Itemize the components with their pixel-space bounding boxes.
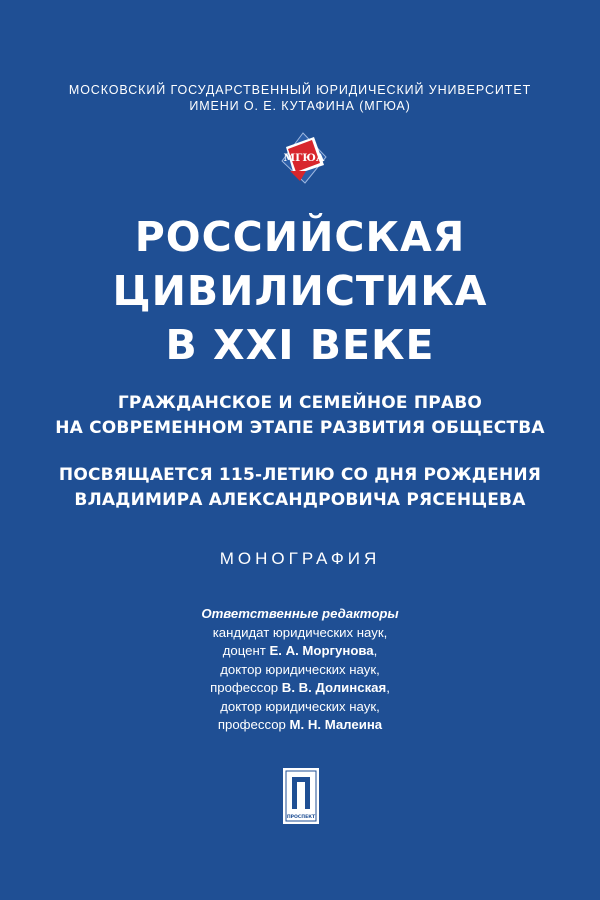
genre-label: МОНОГРАФИЯ [219, 549, 381, 568]
editor-name: В. В. Долинская [281, 680, 387, 695]
prospekt-logo-icon [280, 765, 322, 827]
logo-text: МГЮА [283, 152, 325, 164]
university-name [0, 82, 600, 114]
dedication [0, 463, 600, 513]
editor-line: доктор юридических наук, [220, 661, 380, 677]
title-line-1: РОССИЙСКАЯ [134, 213, 466, 261]
editors-block [0, 605, 600, 735]
dedication-line-2: ВЛАДИМИРА АЛЕКСАНДРОВИЧА РЯСЕНЦЕВА [74, 490, 526, 510]
editor-name: М. Н. Малеина [289, 717, 383, 732]
editor-line: доктор юридических наук, [220, 698, 380, 714]
publisher-name: ПРОСПЕКТ [286, 815, 316, 820]
title-line-2: ЦИВИЛИСТИКА [112, 267, 488, 315]
editor-line: профессор В. В. Долинская, [210, 680, 390, 695]
university-line-2: ИМЕНИ О. Е. КУТАФИНА (МГЮА) [189, 99, 411, 113]
editor-name: Е. А. Моргунова [269, 643, 374, 658]
title-line-3: В XXI ВЕКЕ [165, 321, 435, 369]
university-line-1: МОСКОВСКИЙ ГОСУДАРСТВЕННЫЙ ЮРИДИЧЕСКИЙ УНИВЕРСИТЕТ [68, 83, 532, 97]
dedication-line-1: ПОСВЯЩАЕТСЯ 115-ЛЕТИЮ СО ДНЯ РОЖДЕНИЯ [58, 465, 542, 485]
editors-heading: Ответственные редакторы [201, 606, 399, 621]
book-title [0, 210, 600, 372]
book-subtitle [0, 391, 600, 441]
editor-line: кандидат юридических наук, [212, 624, 388, 640]
mgua-emblem-icon [270, 127, 336, 185]
editor-line: профессор М. Н. Малеина [217, 717, 383, 732]
subtitle-line-2: НА СОВРЕМЕННОМ ЭТАПЕ РАЗВИТИЯ ОБЩЕСТВА [55, 418, 545, 438]
editor-line: доцент Е. А. Моргунова, [222, 643, 378, 658]
subtitle-line-1: ГРАЖДАНСКОЕ И СЕМЕЙНОЕ ПРАВО [117, 393, 483, 413]
